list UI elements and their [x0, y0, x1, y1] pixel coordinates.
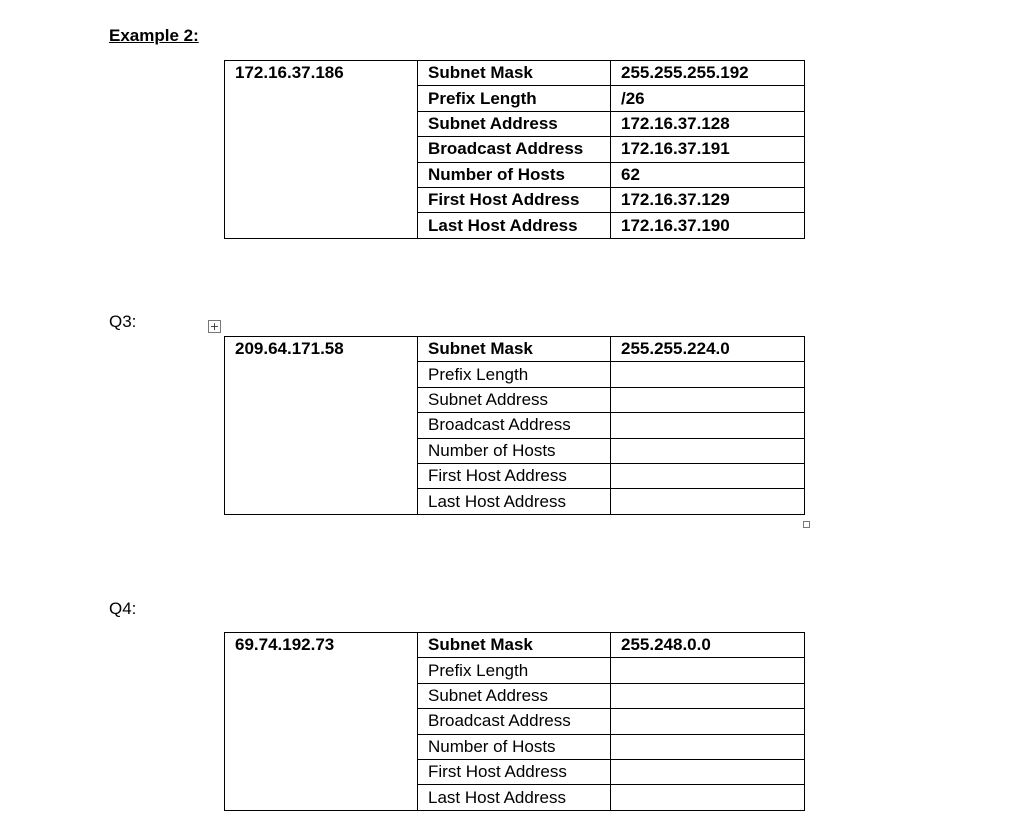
row-label[interactable]: First Host Address [418, 463, 611, 488]
row-label[interactable]: Subnet Address [418, 387, 611, 412]
answer-cell[interactable] [611, 785, 805, 810]
answer-cell[interactable] [611, 709, 805, 734]
answer-cell[interactable] [611, 658, 805, 683]
row-label[interactable]: Subnet Mask [418, 61, 611, 86]
row-label[interactable]: Last Host Address [418, 213, 611, 238]
move-handle-icon[interactable]: + [209, 320, 220, 333]
ip-address-cell[interactable]: 69.74.192.73 [225, 633, 418, 811]
answer-cell[interactable] [611, 413, 805, 438]
row-value[interactable]: /26 [611, 86, 805, 111]
answer-cell[interactable] [611, 362, 805, 387]
row-label[interactable]: First Host Address [418, 187, 611, 212]
answer-cell[interactable] [611, 734, 805, 759]
answer-cell[interactable] [611, 387, 805, 412]
q4-label: Q4: [109, 599, 137, 618]
row-label[interactable]: Subnet Mask [418, 337, 611, 362]
answer-cell[interactable] [611, 489, 805, 514]
row-label[interactable]: Broadcast Address [418, 709, 611, 734]
row-label[interactable]: Number of Hosts [418, 734, 611, 759]
row-label[interactable]: Prefix Length [418, 86, 611, 111]
answer-cell[interactable] [611, 438, 805, 463]
q4-table [224, 632, 805, 811]
ip-address-cell[interactable]: 172.16.37.186 [225, 61, 418, 239]
table-row [225, 61, 805, 86]
answer-cell[interactable] [611, 683, 805, 708]
row-value[interactable]: 172.16.37.128 [611, 111, 805, 136]
row-value[interactable]: 172.16.37.191 [611, 137, 805, 162]
row-value[interactable]: 255.255.224.0 [611, 337, 805, 362]
answer-cell[interactable] [611, 463, 805, 488]
ip-address-cell[interactable]: 209.64.171.58 [225, 337, 418, 515]
row-label[interactable]: Number of Hosts [418, 438, 611, 463]
row-value[interactable]: 172.16.37.190 [611, 213, 805, 238]
row-value[interactable]: 255.255.255.192 [611, 61, 805, 86]
row-label[interactable]: Subnet Mask [418, 633, 611, 658]
row-label[interactable]: Broadcast Address [418, 413, 611, 438]
example-heading: Example 2: [109, 26, 199, 45]
q3-table [224, 336, 805, 515]
row-label[interactable]: Subnet Address [418, 683, 611, 708]
row-label[interactable]: Last Host Address [418, 785, 611, 810]
resize-handle-icon[interactable] [803, 521, 810, 528]
row-label[interactable]: Number of Hosts [418, 162, 611, 187]
row-label[interactable]: Prefix Length [418, 362, 611, 387]
example-table [224, 60, 805, 239]
answer-cell[interactable] [611, 759, 805, 784]
row-value[interactable]: 172.16.37.129 [611, 187, 805, 212]
row-value[interactable]: 255.248.0.0 [611, 633, 805, 658]
row-label[interactable]: Last Host Address [418, 489, 611, 514]
table-row [225, 633, 805, 658]
q3-label: Q3: [109, 312, 137, 331]
row-label[interactable]: Broadcast Address [418, 137, 611, 162]
row-label[interactable]: First Host Address [418, 759, 611, 784]
row-value[interactable]: 62 [611, 162, 805, 187]
row-label[interactable]: Prefix Length [418, 658, 611, 683]
row-label[interactable]: Subnet Address [418, 111, 611, 136]
table-row [225, 337, 805, 362]
